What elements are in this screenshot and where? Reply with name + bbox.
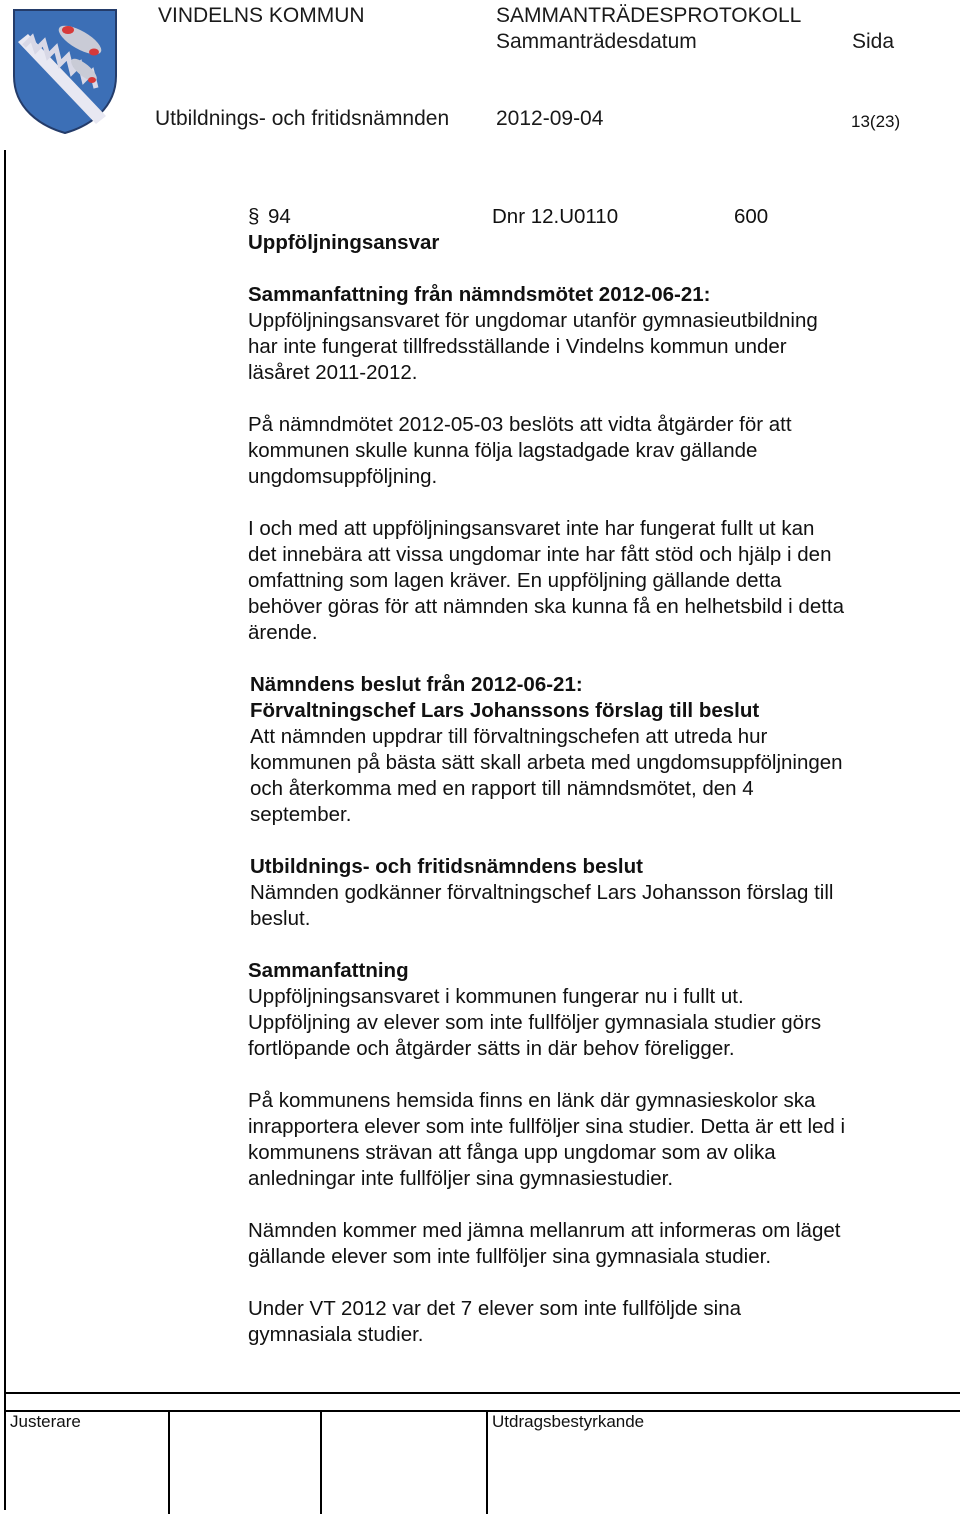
summary-line: har inte fungerat tillfredsställande i Vindelns kommun under [248, 335, 787, 358]
board-decision-line: Nämnden godkänner förvaltningschef Lars Johansson förslag till [250, 881, 834, 904]
summary-line: Uppföljningsansvaret för ungdomar utanför gymnasieutbildning [248, 309, 818, 332]
summary-heading: Sammanfattning från nämndsmötet 2012-06-21: [248, 283, 711, 306]
adjusters-label: Justerare [10, 1412, 81, 1431]
extract-certification-label: Utdragsbestyrkande [492, 1412, 645, 1431]
decision-line: Att nämnden uppdrar till förvaltningschefen att utreda hur [250, 725, 768, 748]
final-summary-line: Uppföljningsansvaret i kommunen fungerar nu i fullt ut. [248, 985, 744, 1008]
website-line: kommunens strävan att fånga upp ungdomar som av olika [248, 1141, 776, 1164]
website-line: anledningar inte fullföljer sina gymnasiestudier. [248, 1167, 674, 1190]
decision-heading: Nämndens beslut från 2012-06-21: [250, 673, 583, 696]
municipal-crest-logo [10, 6, 120, 136]
board-decision-block [250, 854, 930, 932]
protocol-title: SAMMANTRÄDESPROTOKOLL [496, 4, 802, 27]
footer-divider-1 [168, 1410, 170, 1514]
statistics-line: gymnasiala studier. [248, 1323, 424, 1346]
website-line: inrapportera elever som inte fullföljer sina studier. Detta är ett led i [248, 1115, 846, 1138]
summary-block [248, 282, 928, 386]
diary-code: 600 [734, 205, 769, 228]
final-summary-block [248, 958, 928, 1062]
consequence-line: det innebära att vissa ungdomar inte har fått stöd och hjälp i den [248, 543, 832, 566]
diary-number: Dnr 12.U0110 [492, 205, 619, 228]
page-number: 13(23) [851, 112, 901, 131]
board-decision-line: beslut. [250, 907, 311, 930]
meeting-date-label: Sammanträdesdatum [496, 30, 697, 53]
information-paragraph [248, 1218, 928, 1270]
section-number: 94 [268, 205, 291, 228]
meeting-line: ungdomsuppföljning. [248, 465, 438, 488]
consequence-line: omfattning som lagen kräver. En uppföljning gällande detta [248, 569, 782, 592]
consequence-line: I och med att uppföljningsansvaret inte har fungerat fullt ut kan [248, 517, 815, 540]
website-paragraph [248, 1088, 928, 1192]
decision-line: och återkomma med en rapport till nämndsmötet, den 4 [250, 777, 754, 800]
summary-line: läsåret 2011-2012. [248, 361, 418, 384]
municipality-name: VINDELNS KOMMUN [158, 4, 365, 27]
decision-line: kommunen på bästa sätt skall arbeta med ungdomsuppföljningen [250, 751, 843, 774]
decision-block [250, 672, 930, 828]
statistics-line: Under VT 2012 var det 7 elever som inte fullföljde sina [248, 1297, 742, 1320]
statistics-paragraph [248, 1296, 928, 1348]
consequence-paragraph [248, 516, 928, 646]
footer-line-2 [4, 1410, 960, 1412]
section-symbol: § [248, 205, 260, 228]
left-margin-line [4, 150, 6, 1510]
final-summary-line: Uppföljning av elever som inte fullföljer gymnasiala studier görs [248, 1011, 822, 1034]
committee-name: Utbildnings- och fritidsnämnden [155, 107, 450, 130]
information-line: Nämnden kommer med jämna mellanrum att informeras om läget [248, 1219, 841, 1242]
consequence-line: ärende. [248, 621, 318, 644]
meeting-line: kommunen skulle kunna följa lagstadgade krav gällande [248, 439, 758, 462]
footer-divider-2 [320, 1410, 322, 1514]
page-label: Sida [852, 30, 895, 53]
final-summary-line: fortlöpande och åtgärder sätts in där behov föreligger. [248, 1037, 735, 1060]
decision-line: september. [250, 803, 352, 826]
footer-top-line [4, 1392, 960, 1394]
information-line: gällande elever som inte fullföljer sina gymnasiala studier. [248, 1245, 772, 1268]
board-decision-heading: Utbildnings- och fritidsnämndens beslut [250, 855, 643, 878]
website-line: På kommunens hemsida finns en länk där gymnasieskolor ska [248, 1089, 816, 1112]
footer-divider-3 [486, 1410, 488, 1514]
proposal-heading: Förvaltningschef Lars Johanssons förslag till beslut [250, 699, 760, 722]
consequence-line: behöver göras för att nämnden ska kunna få en helhetsbild i detta [248, 595, 845, 618]
meeting-paragraph [248, 412, 928, 490]
section-title: Uppföljningsansvar [248, 231, 440, 254]
meeting-date: 2012-09-04 [496, 107, 604, 130]
final-summary-heading: Sammanfattning [248, 959, 409, 982]
meeting-line: På nämndmötet 2012-05-03 beslöts att vidta åtgärder för att [248, 413, 792, 436]
